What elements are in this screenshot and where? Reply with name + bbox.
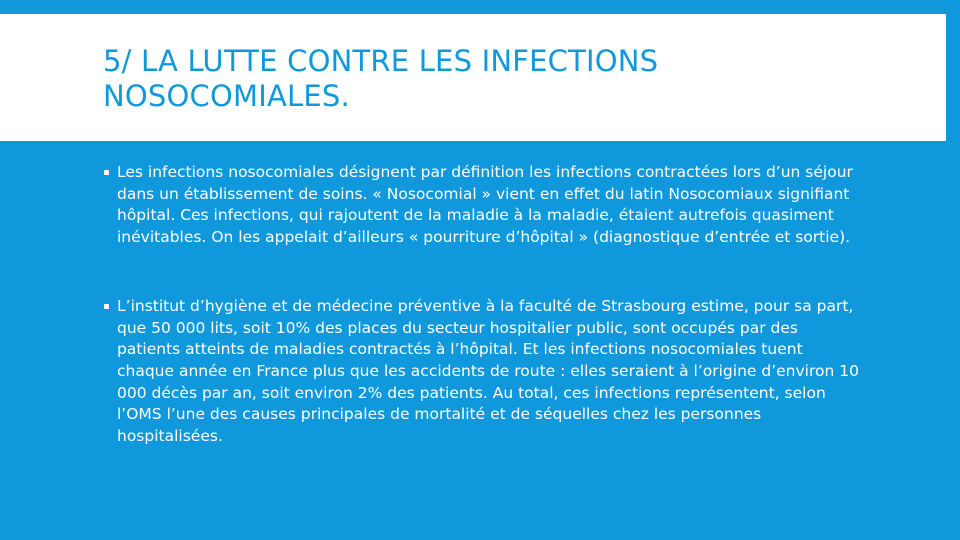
slide-title: 5/ LA LUTTE CONTRE LES INFECTIONS NOSOCOMIALES. [103,44,659,113]
bullet-text: Les infections nosocomiales désignent par définition les infections contractées lors d’un séjour dans un établissement de soins. « Nosocomial » vient en effet du latin Nosocomiaux signifiant hôpital. Ces infections, qui rajoutent de la maladie à la maladie, étaient autrefois quasiment inévitables. On les appelait d’ailleurs « pourriture d’hôpital » (diagnostique d’entrée et sortie). [117,163,853,247]
bullet-icon: ▪ [103,300,110,312]
slide-content [103,162,863,448]
bullet-text: L’institut d’hygiène et de médecine préventive à la faculté de Strasbourg estime, pour sa part, que 50 000 lits, soit 10% des places du secteur hospitalier public, sont occupés par des patients atteints de maladies contractés à l’hôpital. Et les infections nosocomiales tuent chaque année en France plus que les accidents de route : elles seraient à l’origine d’environ 10 000 décès par an, soit environ 2% des patients. Au total, ces infections représentent, selon l’OMS l’une des causes principales de mortalité et de séquelles chez les personnes hospitalisées. [117,296,859,446]
bullet-item [103,296,863,448]
bullet-icon: ▪ [103,167,110,178]
bullet-item [103,162,863,249]
